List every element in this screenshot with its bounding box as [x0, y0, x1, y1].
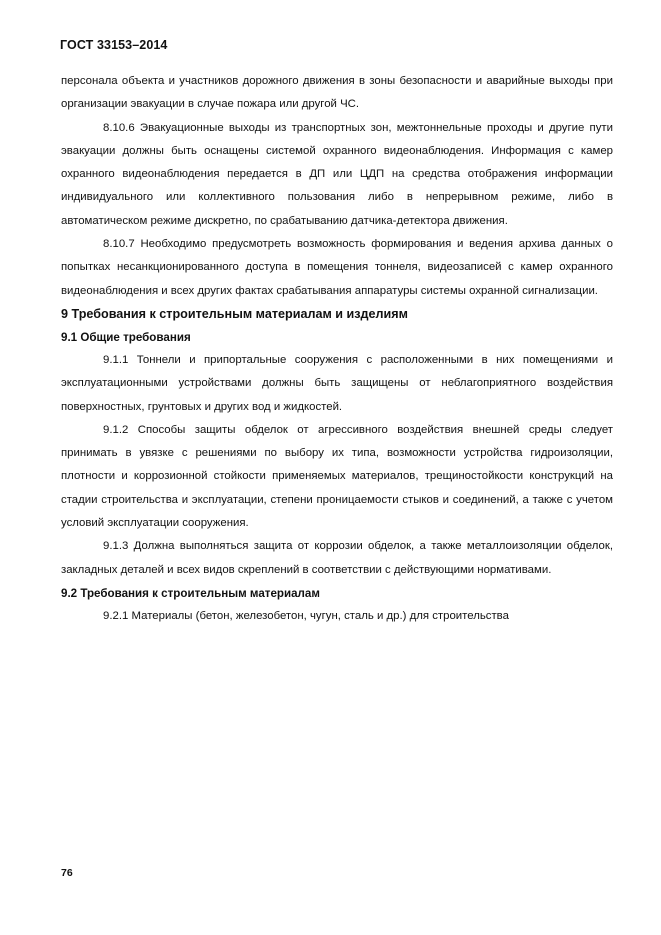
- document-body: [61, 70, 613, 628]
- paragraph-9-1-1: 9.1.1 Тоннели и припортальные сооружения с расположенными в них помещениями и эксплуатационными устройствами должны быть защищены от неблагоприятного воздействия поверхностных, грунтовых и других вод и жидкостей.: [61, 353, 613, 413]
- paragraph-9-1-2: 9.1.2 Способы защиты обделок от агрессивного воздействия внешней среды следует принимать в увязке с решениями по выбору их типа, возможности устройства гидроизоляции, плотности и коррозионной стойкости применяемых материалов, трещиностойкости конструкций на стадии строительства и эксплуатации, степени проницаемости стыков и соединений, а также с учетом условий эксплуатации сооружения.: [61, 423, 613, 530]
- paragraph-continuation: персонала объекта и участников дорожного движения в зоны безопасности и аварийные выходы при организации эвакуации в случае пожара или другой ЧС.: [61, 75, 613, 111]
- paragraph-9-2-1: 9.2.1 Материалы (бетон, железобетон, чугун, сталь и др.) для строительства: [103, 609, 509, 622]
- page-number: 76: [61, 867, 73, 879]
- paragraph-8-10-6: 8.10.6 Эвакуационные выходы из транспортных зон, межтоннельные проходы и другие пути эвакуации должны быть оснащены системой охранного видеонаблюдения. Информация с камер охранного видеонаблюдения передается в ДП или ЦДП на средства отображения информации индивидуального или коллективного пользования либо в непрерывном режиме, либо в автоматическом режиме дискретно, по срабатыванию датчика-детектора движения.: [61, 121, 613, 227]
- document-code-header: ГОСТ 33153–2014: [60, 38, 168, 52]
- subsection-9-2-heading: 9.2 Требования к строительным материалам: [61, 586, 320, 600]
- paragraph-9-1-3: 9.1.3 Должна выполняться защита от коррозии обделок, а также металлоизоляции обделок, закладных деталей и всех видов скреплений в соответствии с действующими нормативами.: [61, 540, 613, 576]
- section-9-heading: 9 Требования к строительным материалам и изделиям: [61, 306, 408, 321]
- paragraph-8-10-7: 8.10.7 Необходимо предусмотреть возможность формирования и ведения архива данных о попытках несанкционированного доступа в помещения тоннеля, видеозаписей с камер охранного видеонаблюдения и всех других фактах срабатывания аппаратуры системы охранной сигнализации.: [61, 238, 613, 297]
- subsection-9-1-heading: 9.1 Общие требования: [61, 330, 191, 344]
